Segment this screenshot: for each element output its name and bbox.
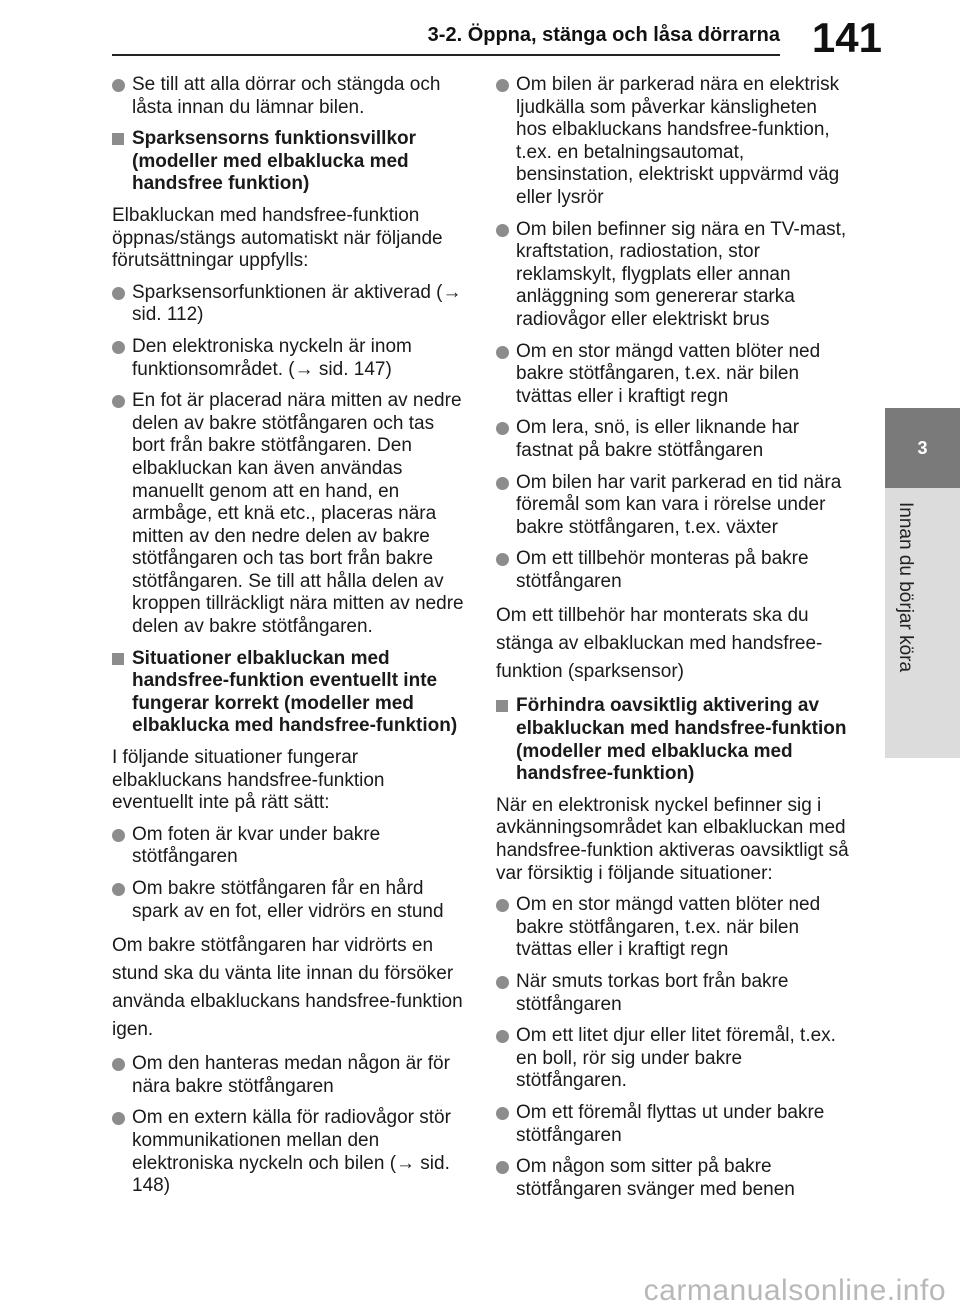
bullet-item: När smuts torkas bort från bakre stötfångaren — [496, 971, 852, 1016]
bullet-item: Om ett litet djur eller litet föremål, t.ex. en boll, rör sig under bakre stötfångaren. — [496, 1025, 852, 1093]
left-column — [112, 74, 468, 1207]
paragraph: I följande situationer fungerar elbakluckans handsfree-funktion eventuellt inte på rätt sätt: — [112, 747, 385, 814]
page-number: 141 — [811, 14, 882, 61]
section-heading: Sparksensorns funktionsvillkor (modeller med elbaklucka med handsfree funktion) — [112, 128, 468, 196]
bullet-item: Om foten är kvar under bakre stötfångaren — [112, 824, 468, 869]
paragraph: När en elektronisk nyckel befinner sig i avkänningsområdet kan elbakluckan med handsfree-funktion aktiveras oavsiktligt så var försiktig i följande situationer: — [496, 794, 849, 884]
bullet-item: Om en stor mängd vatten blöter ned bakre stötfångaren, t.ex. när bilen tvättas eller i kraftigt regn — [496, 341, 852, 409]
bullet-item: Sparksensorfunktionen är aktiverad (→ sid. 112) — [112, 282, 468, 327]
paragraph: Elbakluckan med handsfree-funktion öppnas/stängs automatiskt när följande förutsättningar uppfylls: — [112, 204, 443, 272]
section-heading: Situationer elbakluckan med handsfree-funktion eventuellt inte fungerar korrekt (modeller med elbaklucka med handsfree-funktion) — [112, 648, 468, 738]
bullet-item: Om ett tillbehör monteras på bakre stötfångaren — [496, 548, 852, 593]
section-heading: Förhindra oavsiktlig aktivering av elbakluckan med handsfree-funktion (modeller med elbaklucka med handsfree-funktion) — [496, 695, 852, 785]
chapter-tab: 3 — [885, 408, 960, 488]
bullet-item: Om ett föremål flyttas ut under bakre stötfångaren — [496, 1102, 852, 1147]
bullet-item: Om lera, snö, is eller liknande har fastnat på bakre stötfångaren — [496, 417, 852, 462]
chapter-label: Innan du börjar köra — [895, 502, 916, 673]
bullet-item: Den elektroniska nyckeln är inom funktionsområdet. (→ sid. 147) — [112, 336, 468, 381]
bullet-item: Om bilen har varit parkerad en tid nära föremål som kan vara i rörelse under bakre stötfångaren, t.ex. växter — [496, 472, 852, 540]
bullet-item: Om en stor mängd vatten blöter ned bakre stötfångaren, t.ex. när bilen tvättas eller i kraftigt regn — [496, 894, 852, 962]
bullet-item: Om bilen befinner sig nära en TV-mast, kraftstation, radiostation, stor reklamskylt, flygplats eller annan anläggning som genererar starka radiovågor eller elektriskt brus — [496, 219, 852, 332]
bullet-item: Om den hanteras medan någon är för nära bakre stötfångaren — [112, 1053, 468, 1098]
bullet-item: En fot är placerad nära mitten av nedre delen av bakre stötfångaren och tas bort från bakre stötfångaren. Den elbakluckan kan även användas manuellt genom att en hand, en armbåge, ett knä etc., placeras nära mitten av den nedre delen av bakre stötfångaren och tas bort från bakre stötfångaren. Se till att hålla delen av kroppen tillräckligt nära mitten av nedre delen av bakre stötfångaren. — [112, 390, 468, 639]
paragraph: Om bakre stötfångaren har vidrörts en stund ska du vänta lite innan du försöker använda elbakluckans handsfree-funktion igen. — [112, 935, 463, 1041]
bullet-item: Om en extern källa för radiovågor stör kommunikationen mellan den elektroniska nyckeln och bilen (→ sid. 148) — [112, 1107, 468, 1197]
bullet-item: Se till att alla dörrar och stängda och låsta innan du lämnar bilen. — [112, 74, 468, 119]
right-column — [496, 74, 852, 1210]
paragraph: Om ett tillbehör har monterats ska du stänga av elbakluckan med handsfree-funktion (sparksensor) — [496, 605, 823, 683]
watermark: carmanualsonline.info — [643, 1274, 946, 1307]
section-title: 3-2. Öppna, stänga och låsa dörrarna — [427, 24, 780, 46]
header-divider — [112, 54, 780, 56]
bullet-item: Om bakre stötfångaren får en hård spark av en fot, eller vidrörs en stund — [112, 878, 468, 923]
page-header — [0, 0, 960, 66]
bullet-item: Om någon som sitter på bakre stötfångaren svänger med benen — [496, 1156, 852, 1201]
bullet-item: Om bilen är parkerad nära en elektrisk ljudkälla som påverkar känsligheten hos elbakluckans handsfree-funktion, t.ex. en betalningsautomat, bensinstation, elektriskt uppvärmd väg eller lysrör — [496, 74, 852, 210]
